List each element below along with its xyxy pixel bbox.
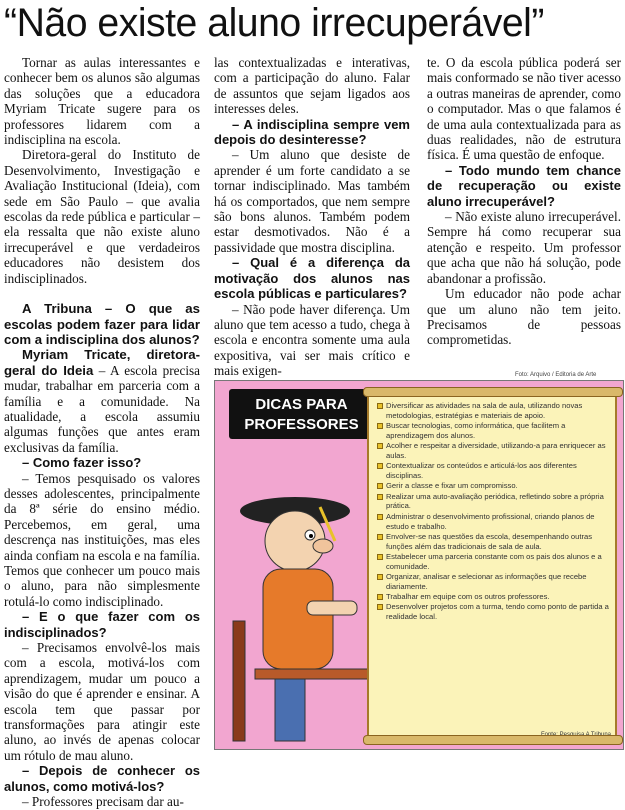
answer-4-continued: las contextualizadas e interativas, com a participação do aluno. Falar de assuntos que sejam ligados aos interesses deles. (214, 55, 410, 117)
tip-item: Acolher e respeitar a diversidade, utilizando-a para enriquecer as aulas. (377, 441, 609, 461)
tip-item: Diversificar as atividades na sala de aula, utilizando novas metodologias, estratégias e materiais de apoio. (377, 401, 609, 421)
question-3: – E o que fazer com os indisciplinados? (4, 609, 200, 640)
badge-line-2: PROFESSORES (244, 416, 359, 433)
tip-item: Estabelecer uma parceria constante com os pais dos alunos e a comunidade. (377, 552, 609, 572)
tip-item: Trabalhar em equipe com os outros professores. (377, 592, 609, 602)
desk (255, 669, 375, 679)
tips-list (377, 401, 609, 623)
answer-6-continued: te. O da escola pública poderá ser mais conformado se não tiver acesso a outras maneiras de aprender, como o computador. Mas o que falamos é de uma aula contextualizada para as duas realidades, não de estrutura física. É uma questão de enfoque. (427, 55, 621, 163)
photo-credit: Foto: Arquivo / Editoria de Arte (515, 372, 597, 378)
chair (233, 621, 245, 741)
headline: “Não existe aluno irrecuperável” (4, 1, 544, 45)
student-illustration (215, 441, 375, 747)
scroll-roll-bottom (363, 735, 623, 745)
tips-scroll (367, 391, 617, 741)
answer-6: – Não pode haver diferença. Um aluno que tem acesso a tudo, chega à escola e encontra somente uma aula expositiva, vai ser mais crítico e mais exigen- (214, 301, 410, 379)
tips-box (214, 380, 624, 750)
question-7: – Todo mundo tem chance de recuperação ou existe aluno irrecuperável? (427, 162, 621, 209)
tip-item: Desenvolver projetos com a turma, tendo como ponto de partida a realidade local. (377, 602, 609, 622)
answer-4-start: – Professores precisam dar au- (22, 794, 184, 810)
answer-1-text: – A escola precisa mudar, trabalhar em parceria com a família e a comunidade. Na atualidade, a escola assumiu algumas funções que antes eram exclusivas da família. (4, 362, 200, 455)
badge-line-1: DICAS PARA (255, 396, 348, 413)
question-2: – Como fazer isso? (22, 455, 142, 471)
article-column-3 (427, 55, 621, 348)
answer-3: – Precisamos envolvê-los mais com a escola, motivá-los com aprendizagem, mudar um pouco a visão do que é aprender e ensinar. A escola tem que passar por transformações para atingir este aluno, ao invés de apenas colocar um rótulo de mau aluno. (4, 640, 200, 763)
answer-5: – Um aluno que desiste de aprender é um forte candidato a se tornar indisciplinado. Mas também há os comportados, que nem sempre são bons alunos. Também podem estar desmotivados. Não é a passividade que mostra disciplina. (214, 147, 410, 255)
answer-7-closing: Um educador não pode achar que um aluno não tem jeito. Precisamos de pessoas comprometidas. (427, 286, 621, 348)
answer-7: – Não existe aluno irrecuperável. Sempre há como recuperar sua atenção e respeito. Um professor que acha que não há solução, pode abandonar a profissão. (427, 209, 621, 286)
tip-item: Contextualizar os conteúdos e articulá-los aos diferentes disciplinas. (377, 461, 609, 481)
tip-item: Envolver-se nas questões da escola, desempenhando outras funções além das tradicionais de sala de aula. (377, 532, 609, 552)
tip-item: Administrar o desenvolvimento profissional, criando planos de estudo e trabalho. (377, 512, 609, 532)
intro-paragraph: Diretora-geral do Instituto de Desenvolvimento, Investigação e Avaliação Institucional (Ideia), com sede em São Paulo – que avalia escolas da rede pública e particular – ela ressalta que não existe aluno irrecuperável e que verdadeiros educadores não desistem dos indisciplinados. (4, 147, 200, 286)
question-4: – Depois de conhecer os alunos, como motivá-los? (4, 763, 200, 794)
article-column-2 (214, 55, 410, 379)
scroll-roll-top (363, 387, 623, 397)
article-column-1 (4, 55, 200, 810)
answer-1 (4, 347, 200, 455)
interviewer-label: A Tribuna (22, 301, 92, 317)
question-1 (4, 301, 200, 347)
answer-2: – Temos pesquisado os valores desses adolescentes, principalmente da 8ª série do ensino médio. Percebemos, em geral, uma descrença nas instituições, mas eles ainda confiam na escola e na família. Temos que conhecer um pouco mais o aluno, para não simplesmente rotulá-lo como indisciplinado. (4, 470, 200, 609)
interviewee-label: Myriam Tricate, diretora-geral do Ideia (4, 347, 200, 378)
question-1-text: – O que as escolas podem fazer para lidar com a indisciplina dos alunos? (4, 301, 200, 347)
question-6: – Qual é a diferença da motivação dos alunos nas escola públicas e particulares? (214, 255, 410, 302)
student-shirt (263, 569, 333, 669)
tip-item: Organizar, analisar e selecionar as informações que recebe diariamente. (377, 572, 609, 592)
tips-badge (229, 389, 374, 439)
tip-item: Gerir a classe e fixar um compromisso. (377, 481, 609, 491)
student-legs (275, 679, 305, 741)
tip-item: Buscar tecnologias, como informática, que facilitem a aprendizagem dos alunos. (377, 421, 609, 441)
intro-paragraph: Tornar as aulas interessantes e conhecer bem os alunos são algumas das soluções que a educadora Myriam Tricate sugere para os professores lidarem com a indisciplina na escola. (4, 55, 200, 148)
question-5: – A indisciplina sempre vem depois do desinteresse? (214, 116, 410, 148)
tip-item: Realizar uma auto-avaliação periódica, refletindo sobre a própria prática. (377, 492, 609, 512)
